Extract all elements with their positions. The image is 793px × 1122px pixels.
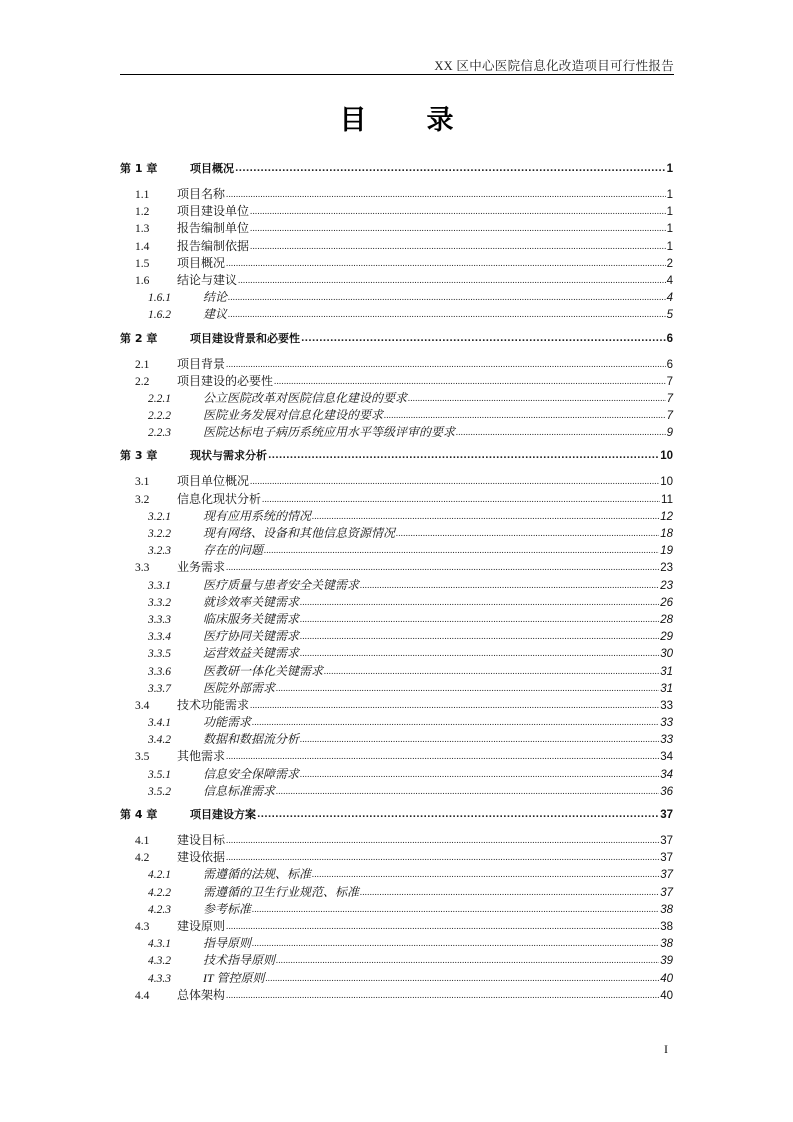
toc-entry-number: 3.5.2: [148, 785, 171, 798]
toc-dot-leader: [226, 559, 659, 574]
toc-entry-number: 2.1: [135, 358, 150, 371]
toc-dot-leader: [276, 680, 659, 695]
toc-entry-label: 项目建设方案: [190, 808, 256, 821]
toc-subsection-entry[interactable]: [120, 713, 673, 730]
toc-dot-leader: [228, 289, 666, 304]
toc-dot-leader: [262, 491, 660, 506]
toc-entry-number: 3.4: [135, 699, 150, 712]
toc-dot-leader: [268, 448, 659, 461]
toc-entry-label: 数据和数据流分析: [203, 732, 300, 747]
toc-spacer: [120, 465, 673, 472]
toc-entry-number: 第 2 章: [120, 331, 158, 345]
toc-entry-page: 33: [660, 699, 673, 712]
toc-entry-number: 3.5: [135, 751, 150, 764]
toc-entry-number: 3.3.3: [148, 613, 171, 626]
toc-entry-number: 2.2: [135, 375, 150, 388]
toc-section-entry[interactable]: [120, 185, 673, 202]
toc-section-entry[interactable]: [120, 219, 673, 236]
toc-subsection-entry[interactable]: [120, 627, 673, 644]
toc-entry-page: 6: [666, 358, 673, 371]
toc-entry-label: 现状与需求分析: [190, 449, 267, 463]
toc-entry-label: 就诊效率关键需求: [203, 594, 300, 609]
toc-entry-number: 4.3.3: [148, 972, 171, 985]
toc-subsection-entry[interactable]: [120, 305, 673, 322]
toc-title: [0, 98, 793, 137]
toc-entry-page: 4: [666, 274, 673, 287]
toc-entry-number: 3.4.1: [148, 717, 171, 730]
toc-dot-leader: [250, 238, 666, 253]
toc-dot-leader: [228, 306, 666, 321]
toc-dot-leader: [396, 525, 659, 540]
toc-dot-leader: [276, 783, 659, 798]
toc-chapter-entry[interactable]: [120, 447, 673, 465]
toc-subsection-entry[interactable]: [120, 406, 673, 423]
toc-entry-label: 存在的问题: [203, 543, 264, 558]
toc-dot-leader: [226, 832, 659, 847]
toc-entry-label: 报告编制依据: [177, 238, 250, 253]
toc-section-entry[interactable]: [120, 986, 673, 1003]
toc-dot-leader: [312, 508, 659, 523]
toc-entry-page: 40: [660, 989, 673, 1002]
toc-entry-page: 31: [660, 665, 673, 678]
toc-entry-label: 医院外部需求: [203, 680, 276, 695]
toc-subsection-entry[interactable]: [120, 730, 673, 747]
toc-dot-leader: [250, 203, 666, 218]
toc-entry-page: 30: [660, 648, 673, 661]
toc-spacer: [120, 323, 673, 330]
toc-subsection-entry[interactable]: [120, 423, 673, 440]
toc-subsection-entry[interactable]: [120, 288, 673, 305]
toc-entry-label: 建设依据: [177, 850, 226, 865]
toc-subsection-entry[interactable]: [120, 883, 673, 900]
toc-subsection-entry[interactable]: [120, 524, 673, 541]
toc-entry-page: 34: [660, 768, 673, 781]
toc-entry-label: 结论与建议: [177, 272, 238, 287]
toc-entry-number: 4.4: [135, 989, 150, 1002]
toc-title-char-1: 目: [339, 105, 367, 136]
toc-entry-label: 医疗协同关键需求: [203, 629, 300, 644]
toc-dot-leader: [360, 884, 659, 899]
toc-entry-label: 结论: [203, 290, 228, 305]
toc-spacer: [120, 440, 673, 447]
toc-entry-page: 29: [660, 631, 673, 644]
toc-entry-page: 4: [666, 292, 673, 305]
toc-entry-number: 2.2.2: [148, 410, 171, 423]
toc-entry-number: 3.2: [135, 493, 150, 506]
toc-entry-number: 3.3.6: [148, 665, 171, 678]
toc-entry-label: 报告编制单位: [177, 221, 250, 236]
toc-subsection-entry[interactable]: [120, 900, 673, 917]
toc-entry-page: 19: [660, 545, 673, 558]
toc-entry-label: 需遵循的法规、标准: [203, 867, 312, 882]
toc-entry-number: 4.2.2: [148, 886, 171, 899]
toc-entry-number: 3.1: [135, 476, 150, 489]
toc-entry-number: 4.3.1: [148, 938, 171, 951]
toc-section-entry[interactable]: [120, 355, 673, 372]
toc-entry-page: 6: [666, 332, 673, 345]
toc-dot-leader: [300, 645, 659, 660]
toc-entry-number: 3.3.2: [148, 596, 171, 609]
toc-section-entry[interactable]: [120, 472, 673, 489]
toc-subsection-entry[interactable]: [120, 610, 673, 627]
toc-entry-page: 1: [666, 163, 673, 175]
toc-entry-number: 4.2: [135, 852, 150, 865]
toc-dot-leader: [300, 628, 659, 643]
page-footer: [0, 1042, 668, 1057]
toc-subsection-entry[interactable]: [120, 593, 673, 610]
toc-subsection-entry[interactable]: [120, 765, 673, 782]
toc-entry-label: 现有应用系统的情况: [203, 508, 312, 523]
toc-entry-number: 3.2.1: [148, 510, 171, 523]
toc-entry-label: 运营效益关键需求: [203, 646, 300, 661]
toc-entry-label: 医教研一体化关键需求: [203, 663, 324, 678]
toc-entry-number: 3.3.1: [148, 579, 171, 592]
toc-subsection-entry[interactable]: [120, 389, 673, 406]
toc-entry-page: 1: [666, 189, 673, 201]
table-of-contents: [120, 160, 673, 1003]
toc-entry-number: 3.3: [135, 562, 150, 575]
toc-entry-number: 2.2.3: [148, 427, 171, 440]
toc-entry-label: 信息标准需求: [203, 783, 276, 798]
toc-dot-leader: [235, 161, 666, 174]
toc-entry-number: 3.2.2: [148, 528, 171, 540]
toc-dot-leader: [300, 766, 659, 781]
toc-subsection-entry[interactable]: [120, 969, 673, 986]
toc-subsection-entry[interactable]: [120, 951, 673, 968]
toc-dot-leader: [276, 952, 659, 967]
toc-subsection-entry[interactable]: [120, 934, 673, 951]
toc-section-entry[interactable]: [120, 831, 673, 848]
toc-entry-label: 医院达标电子病历系统应用水平等级评审的要求: [203, 425, 456, 440]
toc-dot-leader: [257, 807, 659, 820]
toc-entry-label: 医疗质量与患者安全关键需求: [203, 577, 360, 592]
toc-dot-leader: [300, 731, 659, 746]
toc-chapter-entry[interactable]: [120, 330, 673, 348]
toc-section-entry[interactable]: [120, 747, 673, 764]
toc-subsection-entry[interactable]: [120, 644, 673, 661]
toc-entry-label: 项目背景: [177, 356, 226, 371]
toc-entry-page: 23: [660, 579, 673, 592]
toc-subsection-entry[interactable]: [120, 782, 673, 799]
toc-entry-page: 18: [660, 528, 673, 540]
toc-title-char-2: 录: [426, 105, 454, 136]
toc-dot-leader: [238, 272, 666, 287]
toc-entry-label: 信息安全保障需求: [203, 766, 300, 781]
toc-entry-number: 第 3 章: [120, 449, 158, 463]
toc-section-entry[interactable]: [120, 558, 673, 575]
toc-dot-leader: [226, 186, 666, 201]
toc-entry-label: 其他需求: [177, 749, 226, 764]
toc-entry-label: 项目单位概况: [177, 474, 250, 489]
toc-subsection-entry[interactable]: [120, 679, 673, 696]
toc-section-entry[interactable]: [120, 848, 673, 865]
toc-entry-page: 37: [660, 852, 673, 865]
toc-section-entry[interactable]: [120, 917, 673, 934]
toc-entry-page: 7: [666, 410, 673, 423]
toc-entry-page: 10: [660, 476, 673, 489]
toc-entry-number: 1.3: [135, 223, 150, 236]
toc-entry-page: 28: [660, 613, 673, 626]
toc-spacer: [120, 348, 673, 355]
toc-entry-number: 3.2.3: [148, 545, 171, 558]
toc-dot-leader: [301, 331, 666, 344]
toc-dot-leader: [300, 611, 659, 626]
toc-entry-page: 5: [666, 309, 673, 322]
toc-dot-leader: [226, 849, 659, 864]
toc-entry-label: 项目概况: [177, 255, 226, 270]
toc-entry-label: 建议: [203, 307, 228, 322]
toc-subsection-entry[interactable]: [120, 865, 673, 882]
toc-dot-leader: [226, 987, 659, 1002]
toc-dot-leader: [250, 473, 659, 488]
toc-entry-label: 现有网络、设备和其他信息资源情况: [203, 526, 396, 540]
toc-entry-page: 7: [666, 392, 673, 405]
toc-entry-page: 23: [660, 562, 673, 575]
toc-entry-number: 1.5: [135, 257, 150, 270]
toc-dot-leader: [226, 918, 659, 933]
toc-entry-label: 技术指导原则: [203, 953, 276, 968]
toc-dot-leader: [408, 390, 666, 405]
page-number: I: [664, 1042, 668, 1056]
toc-section-entry[interactable]: [120, 237, 673, 254]
toc-entry-number: 1.6.2: [148, 309, 171, 322]
toc-entry-number: 4.1: [135, 835, 150, 847]
toc-subsection-entry[interactable]: [120, 541, 673, 558]
toc-dot-leader: [265, 970, 659, 985]
toc-entry-number: 4.2.1: [148, 869, 171, 882]
toc-dot-leader: [226, 255, 666, 270]
toc-dot-leader: [250, 697, 659, 712]
toc-section-entry[interactable]: [120, 271, 673, 288]
toc-entry-page: 11: [661, 493, 673, 506]
toc-entry-page: 1: [666, 223, 673, 236]
page-header: [120, 50, 674, 75]
toc-dot-leader: [324, 663, 659, 678]
toc-entry-page: 10: [660, 450, 673, 463]
header-title: XX 区中心医院信息化改造项目可行性报告: [434, 59, 674, 73]
toc-entry-label: 业务需求: [177, 560, 226, 575]
toc-spacer: [120, 824, 673, 831]
toc-dot-leader: [360, 577, 659, 592]
toc-entry-page: 26: [660, 596, 673, 609]
toc-entry-number: 4.2.3: [148, 903, 171, 916]
toc-section-entry[interactable]: [120, 202, 673, 219]
toc-entry-page: 38: [660, 938, 673, 951]
toc-entry-number: 3.3.5: [148, 648, 171, 661]
toc-entry-page: 33: [660, 734, 673, 747]
toc-dot-leader: [252, 714, 659, 729]
toc-entry-page: 1: [666, 240, 673, 253]
toc-entry-number: 1.4: [135, 240, 150, 253]
toc-entry-number: 1.6.1: [148, 292, 171, 305]
toc-entry-label: 项目建设背景和必要性: [190, 331, 300, 345]
toc-entry-page: 2: [666, 257, 673, 270]
toc-entry-number: 1.6: [135, 274, 150, 287]
toc-entry-label: 功能需求: [203, 715, 252, 730]
toc-entry-label: 参考标准: [203, 901, 252, 916]
toc-chapter-entry[interactable]: [120, 160, 673, 178]
toc-entry-number: 2.2.1: [148, 392, 171, 405]
toc-chapter-entry[interactable]: [120, 806, 673, 824]
toc-entry-page: 37: [660, 869, 673, 882]
toc-entry-page: 12: [660, 510, 673, 523]
toc-entry-label: IT 管控原则: [203, 970, 265, 985]
toc-entry-label: 建设原则: [177, 918, 226, 933]
toc-entry-label: 技术功能需求: [177, 697, 250, 712]
toc-entry-number: 3.4.2: [148, 734, 171, 747]
toc-entry-page: 31: [660, 682, 673, 695]
toc-dot-leader: [226, 356, 666, 371]
toc-entry-page: 36: [660, 785, 673, 798]
toc-entry-number: 第 1 章: [120, 162, 158, 175]
toc-entry-label: 公立医院改革对医院信息化建设的要求: [203, 390, 408, 405]
toc-entry-number: 3.5.1: [148, 768, 171, 781]
toc-entry-label: 总体架构: [177, 987, 226, 1002]
toc-entry-label: 信息化现状分析: [177, 491, 262, 506]
toc-entry-label: 需遵循的卫生行业规范、标准: [203, 884, 360, 899]
toc-entry-page: 39: [660, 955, 673, 968]
toc-entry-label: 项目建设的必要性: [177, 373, 274, 388]
toc-dot-leader: [300, 594, 659, 609]
toc-entry-number: 第 4 章: [120, 808, 158, 821]
toc-dot-leader: [312, 866, 659, 881]
toc-entry-number: 3.3.4: [148, 631, 171, 644]
toc-subsection-entry[interactable]: [120, 662, 673, 679]
toc-subsection-entry[interactable]: [120, 576, 673, 593]
toc-dot-leader: [384, 407, 666, 422]
toc-dot-leader: [250, 220, 666, 235]
toc-entry-label: 医院业务发展对信息化建设的要求: [203, 408, 384, 423]
toc-entry-number: 4.3.2: [148, 955, 171, 968]
toc-entry-label: 项目名称: [177, 187, 226, 201]
toc-entry-page: 37: [660, 886, 673, 899]
toc-entry-label: 建设目标: [177, 833, 226, 847]
toc-entry-number: 1.2: [135, 206, 150, 219]
toc-entry-page: 9: [666, 427, 673, 440]
toc-entry-page: 7: [666, 375, 673, 388]
toc-entry-page: 38: [660, 920, 673, 933]
toc-entry-page: 34: [660, 751, 673, 764]
toc-entry-page: 33: [660, 717, 673, 730]
toc-section-entry[interactable]: [120, 372, 673, 389]
toc-section-entry[interactable]: [120, 254, 673, 271]
toc-entry-number: 3.3.7: [148, 682, 171, 695]
toc-entry-number: 1.1: [135, 189, 150, 201]
toc-dot-leader: [264, 542, 659, 557]
toc-entry-label: 项目建设单位: [177, 204, 250, 219]
toc-section-entry[interactable]: [120, 490, 673, 507]
toc-dot-leader: [252, 935, 659, 950]
toc-entry-page: 40: [660, 972, 673, 985]
toc-entry-label: 指导原则: [203, 936, 252, 951]
toc-dot-leader: [226, 748, 659, 763]
toc-entry-page: 37: [660, 809, 673, 821]
toc-dot-leader: [274, 373, 666, 388]
toc-entry-page: 1: [666, 206, 673, 219]
toc-subsection-entry[interactable]: [120, 507, 673, 524]
toc-entry-label: 项目概况: [190, 162, 234, 175]
toc-spacer: [120, 178, 673, 185]
toc-entry-label: 临床服务关键需求: [203, 611, 300, 626]
toc-dot-leader: [252, 901, 659, 916]
toc-section-entry[interactable]: [120, 696, 673, 713]
toc-entry-number: 4.3: [135, 920, 150, 933]
toc-spacer: [120, 799, 673, 806]
toc-entry-page: 38: [660, 903, 673, 916]
toc-dot-leader: [456, 424, 666, 439]
toc-entry-page: 37: [660, 835, 673, 847]
